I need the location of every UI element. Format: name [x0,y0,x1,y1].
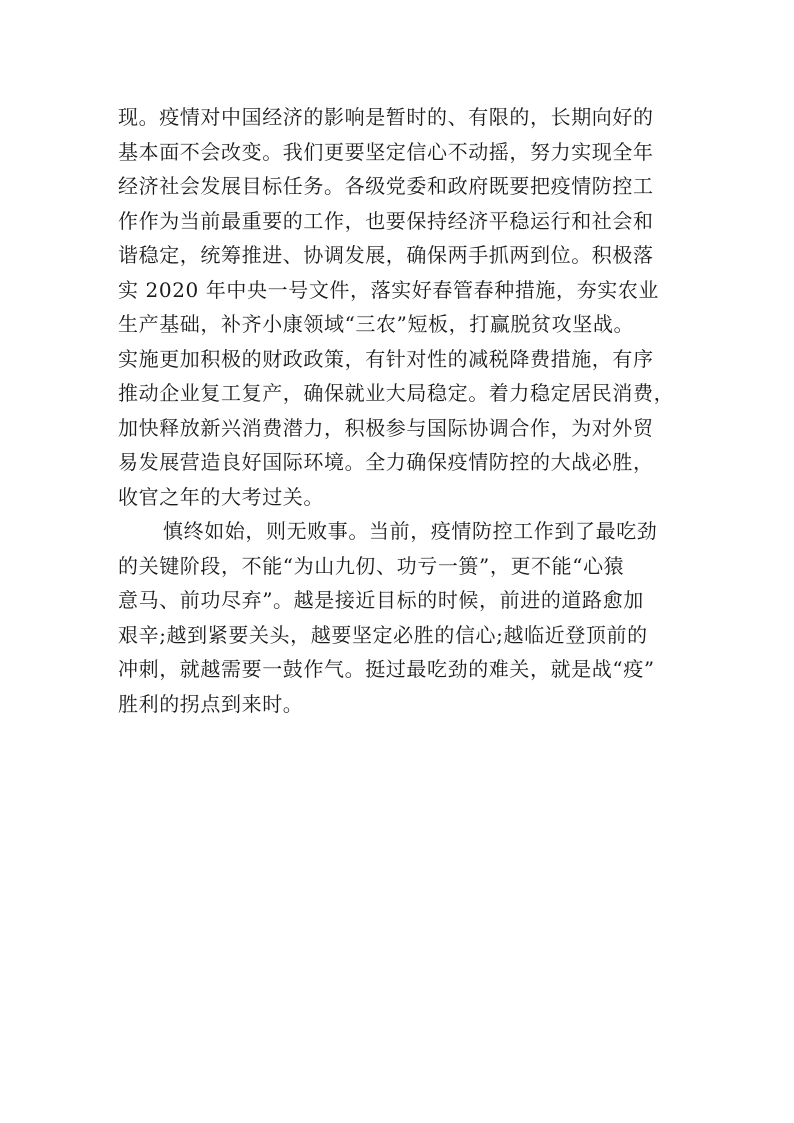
text-line-indented: 慎终如始，则无败事。当前，疫情防控工作到了最吃劲 [163,519,658,543]
paragraph-2 [118,514,688,721]
text-line: 现。疫情对中国经济的影响是暂时的、有限的，长期向好的 [118,105,654,129]
text-line: 实 2020 年中央一号文件，落实好春管春种措施，夯实农业 [118,277,660,302]
text-line: 冲刺，就越需要一鼓作气。挺过最吃劲的难关，就是战“疫” [118,657,655,681]
text-line: 意马、前功尽弃”。越是接近目标的时候，前进的道路愈加 [118,588,644,612]
text-line: 艰辛;越到紧要关头，越要坚定必胜的信心;越临近登顶前的 [118,622,648,647]
text-line: 基本面不会改变。我们更要坚定信心不动摇，努力实现全年 [118,139,654,164]
paragraph-1 [118,100,688,514]
text-line: 加快释放新兴消费潜力，积极参与国际协调合作，为对外贸 [118,415,654,440]
text-line: 实施更加积极的财政政策，有针对性的减税降费措施，有序 [118,346,654,371]
text-line: 推动企业复工复产，确保就业大局稳定。着力稳定居民消费， [118,381,675,405]
text-line: 胜利的拐点到来时。 [118,691,304,716]
text-line: 易发展营造良好国际环境。全力确保疫情防控的大战必胜， [118,450,654,474]
text-line: 的关键阶段，不能“为山九仞、功亏一篑”，更不能“心猿 [118,553,625,578]
text-line: 收官之年的大考过关。 [118,484,324,509]
document-body [118,100,688,721]
text-line: 经济社会发展目标任务。各级党委和政府既要把疫情防控工 [118,174,654,198]
text-line: 生产基础，补齐小康领域“三农”短板，打赢脱贫攻坚战。 [118,312,635,336]
text-line: 作作为当前最重要的工作，也要保持经济平稳运行和社会和 [118,208,654,233]
text-line: 谐稳定，统筹推进、协调发展，确保两手抓两到位。积极落 [118,243,654,267]
